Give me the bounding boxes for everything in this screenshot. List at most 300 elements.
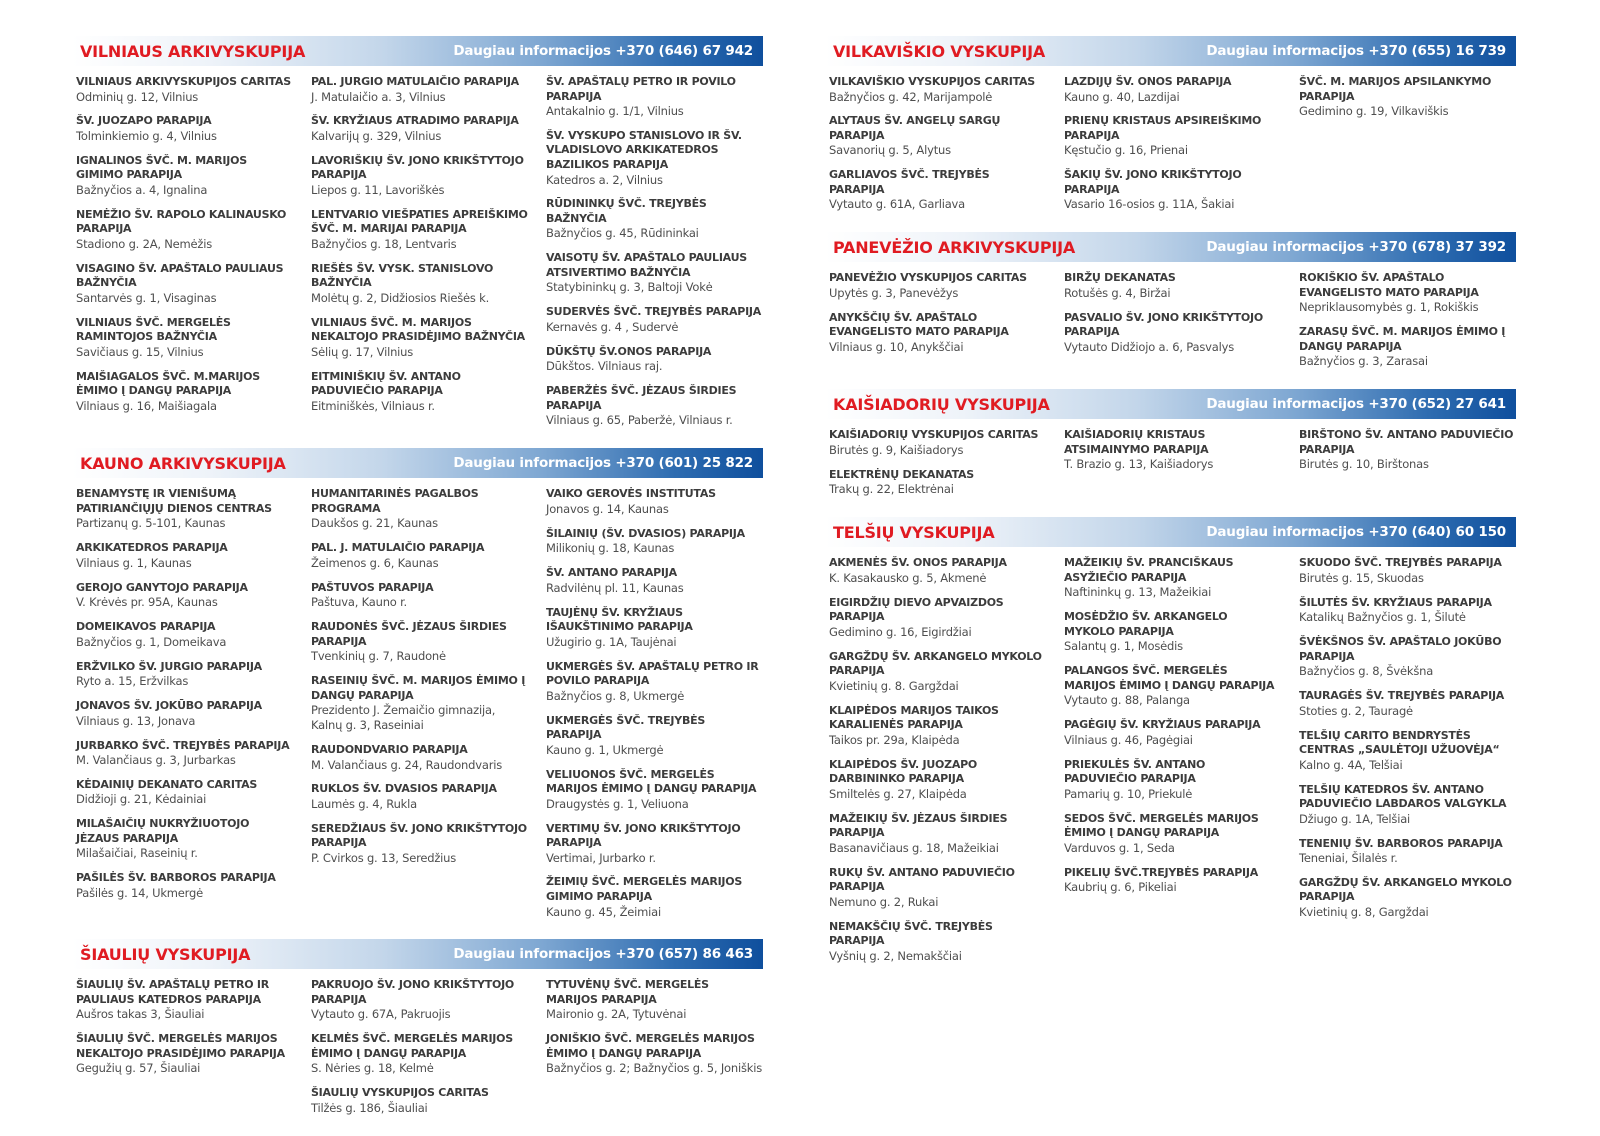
- parish-address: Vytauto g. 61A, Garliava: [829, 197, 966, 212]
- parish-entry: [1064, 610, 1281, 654]
- parish-entry: [546, 978, 763, 1022]
- parish-entry: [1064, 718, 1281, 747]
- section-header: [825, 389, 1516, 419]
- parish-name: PAL. JURGIO MATULAIČIO PARAPIJA: [311, 75, 519, 88]
- section-columns: [72, 66, 763, 438]
- parish-name: KLAIPĖDOS ŠV. JUOZAPO DARBININKO PARAPIJA: [829, 757, 978, 786]
- diocese-section: [825, 36, 1516, 222]
- parish-address: Kauno g. 45, Žeimiai: [546, 904, 661, 919]
- entry-column: [311, 978, 528, 1125]
- parish-name: MILAŠAIČIŲ NUKRYŽIUOTOJO JĖZAUS PARAPIJA: [76, 817, 250, 845]
- parish-entry: [546, 384, 763, 428]
- parish-entry: [546, 75, 763, 119]
- parish-entry: [1299, 75, 1516, 119]
- parish-address: Maironio g. 2A, Tytuvėnai: [546, 1007, 687, 1022]
- parish-name: UKMERGĖS ŠV. APAŠTALŲ PETRO IR POVILO PARAPIJA: [546, 659, 759, 688]
- parish-name: MAŽEIKIŲ ŠV. JĖZAUS ŠIRDIES PARAPIJA: [829, 811, 1008, 840]
- parish-name: PALANGOS ŠVČ. MERGELĖS MARIJOS ĖMIMO Į DANGŲ PARAPIJA: [1064, 664, 1275, 692]
- entry-column: [1064, 556, 1281, 973]
- parish-entry: [76, 114, 293, 143]
- parish-address: Vilniaus g. 10, Anykščiai: [829, 339, 964, 354]
- parish-name: EITMINIŠKIŲ ŠV. ANTANO PADUVIEČIO PARAPIJA: [311, 369, 461, 398]
- parish-name: BENAMYSTĘ IR VIENIŠUMĄ PATIRIANČIŲJŲ DIENOS CENTRAS: [76, 487, 272, 515]
- parish-entry: [1299, 876, 1516, 920]
- section-header: [825, 36, 1516, 66]
- parish-name: RUKLOS ŠV. DVASIOS PARAPIJA: [311, 782, 497, 796]
- entry-column: [829, 271, 1046, 379]
- parish-name: DOMEIKAVOS PARAPIJA: [76, 620, 216, 634]
- section-title: TELŠIŲ VYSKUPIJA: [833, 522, 995, 542]
- parish-address: Gegužių g. 57, Šiauliai: [76, 1061, 201, 1076]
- section-columns: [825, 262, 1516, 379]
- parish-entry: [1299, 837, 1516, 866]
- parish-name: DŪKŠTŲ ŠV.ONOS PARAPIJA: [546, 344, 712, 358]
- parish-address: K. Kasakausko g. 5, Akmenė: [829, 570, 987, 585]
- parish-entry: [1064, 812, 1281, 856]
- parish-name: SEREDŽIAUS ŠV. JONO KRIKŠTYTOJO PARAPIJA: [311, 821, 527, 850]
- parish-name: HUMANITARINĖS PAGALBOS PROGRAMA: [311, 487, 479, 515]
- section-info-phone: Daugiau informacijos +370 (657) 86 463: [453, 946, 753, 963]
- parish-entry: [311, 822, 528, 866]
- parish-address: J. Matulaičio a. 3, Vilnius: [311, 89, 446, 104]
- parish-address: Bažnyčios g. 3, Zarasai: [1299, 354, 1428, 369]
- parish-name: AKMENĖS ŠV. ONOS PARAPIJA: [829, 556, 1007, 570]
- parish-address: Bažnyčios g. 2; Bažnyčios g. 5, Joniškis: [546, 1061, 762, 1076]
- parish-address: Trakų g. 22, Elektrėnai: [829, 482, 954, 497]
- parish-entry: [76, 978, 293, 1022]
- parish-address: Laumės g. 4, Rukla: [311, 796, 417, 811]
- parish-name: RASEINIŲ ŠVČ. M. MARIJOS ĖMIMO Į DANGŲ PARAPIJA: [311, 674, 526, 702]
- parish-address: Kęstučio g. 16, Prienai: [1064, 143, 1188, 158]
- parish-address: Liepos g. 11, Lavoriškės: [311, 182, 445, 197]
- parish-address: Didžioji g. 21, Kėdainiai: [76, 792, 207, 807]
- parish-address: P. Cvirkos g. 13, Seredžius: [311, 850, 457, 865]
- diocese-section: [825, 232, 1516, 379]
- parish-entry: [311, 114, 528, 143]
- parish-address: Milašaičiai, Raseinių r.: [76, 846, 198, 861]
- entry-column: [829, 75, 1046, 222]
- parish-entry: [1299, 271, 1516, 315]
- parish-entry: [311, 262, 528, 306]
- section-title: KAIŠIADORIŲ VYSKUPIJA: [833, 394, 1050, 414]
- parish-entry: [546, 129, 763, 187]
- entry-column: [76, 978, 293, 1125]
- page-right: [825, 36, 1516, 1136]
- parish-name: SKUODO ŠVČ. TREJYBĖS PARAPIJA: [1299, 556, 1502, 570]
- parish-entry: [1299, 556, 1516, 585]
- parish-name: TELŠIŲ CARITO BENDRYSTĖS CENTRAS „SAULĖTOJI UŽUOVĖJA“: [1299, 728, 1500, 757]
- parish-address: Vertimai, Jurbarko r.: [546, 850, 656, 865]
- parish-name: MAŽEIKIŲ ŠV. PRANCIŠKAUS ASYŽIEČIO PARAPIJA: [1064, 556, 1234, 584]
- parish-address: Džiugo g. 1A, Telšiai: [1299, 811, 1411, 826]
- parish-name: ŠIAULIŲ ŠV. APAŠTALŲ PETRO IR PAULIAUS KATEDROS PARAPIJA: [76, 978, 269, 1006]
- parish-name: ŠV. JUOZAPO PARAPIJA: [76, 114, 212, 128]
- parish-name: SEDOS ŠVČ. MERGELĖS MARIJOS ĖMIMO Į DANGŲ PARAPIJA: [1064, 811, 1259, 840]
- parish-entry: [311, 154, 528, 198]
- parish-entry: [311, 743, 528, 772]
- parish-entry: [829, 556, 1046, 585]
- section-columns: [825, 547, 1516, 973]
- section-columns: [72, 478, 763, 929]
- parish-name: VAISOTŲ ŠV. APAŠTALO PAULIAUS ATSIVERTIMO BAŽNYČIA: [546, 251, 747, 279]
- parish-address: Jonavos g. 14, Kaunas: [546, 501, 669, 516]
- entry-column: [76, 487, 293, 929]
- section-title: VILKAVIŠKIO VYSKUPIJA: [833, 41, 1046, 61]
- parish-address: Salantų g. 1, Mosėdis: [1064, 639, 1183, 654]
- parish-address: Savanorių g. 5, Alytus: [829, 143, 951, 158]
- parish-entry: [829, 75, 1046, 104]
- parish-entry: [1064, 664, 1281, 708]
- parish-name: ŽEIMIŲ ŠVČ. MERGELĖS MARIJOS GIMIMO PARAPIJA: [546, 875, 743, 903]
- entry-column: [546, 75, 763, 438]
- parish-address: Smiltelės g. 27, Klaipėda: [829, 786, 967, 801]
- parish-address: S. Nėries g. 18, Kelmė: [311, 1061, 434, 1076]
- parish-entry: [546, 822, 763, 866]
- parish-name: RIEŠĖS ŠV. VYSK. STANISLOVO BAŽNYČIA: [311, 261, 494, 290]
- parish-name: PABERŽĖS ŠVČ. JĖZAUS ŠIRDIES PARAPIJA: [546, 384, 737, 412]
- parish-entry: [76, 1032, 293, 1076]
- parish-name: PAL. J. MATULAIČIO PARAPIJA: [311, 541, 485, 555]
- parish-address: Bažnyčios g. 8, Švėkšna: [1299, 664, 1434, 679]
- parish-entry: [546, 345, 763, 374]
- parish-entry: [829, 758, 1046, 802]
- parish-name: TENENIŲ ŠV. BARBOROS PARAPIJA: [1299, 836, 1503, 850]
- parish-entry: [1299, 325, 1516, 369]
- parish-name: KĖDAINIŲ DEKANATO CARITAS: [76, 777, 258, 791]
- parish-address: Bažnyčios g. 42, Marijampolė: [829, 89, 993, 104]
- parish-entry: [311, 978, 528, 1022]
- parish-address: Birutės g. 15, Skuodas: [1299, 570, 1424, 585]
- parish-address: Birutės g. 10, Birštonas: [1299, 457, 1429, 472]
- parish-entry: [829, 704, 1046, 748]
- entry-column: [829, 428, 1046, 507]
- parish-address: Tvenkinių g. 7, Raudonė: [311, 649, 446, 664]
- parish-name: ŠVČ. M. MARIJOS APSILANKYMO PARAPIJA: [1299, 75, 1492, 103]
- parish-address: Bažnyčios g. 1, Domeikava: [76, 634, 227, 649]
- section-info-phone: Daugiau informacijos +370 (655) 16 739: [1206, 43, 1506, 59]
- parish-entry: [311, 674, 528, 733]
- parish-address: Naftininkų g. 13, Mažeikiai: [1064, 585, 1212, 600]
- parish-entry: [76, 817, 293, 861]
- parish-entry: [311, 316, 528, 360]
- diocese-section: [72, 939, 763, 1125]
- parish-name: PIKELIŲ ŠVČ.TREJYBĖS PARAPIJA: [1064, 865, 1258, 879]
- parish-address: Vilniaus g. 65, Paberžė, Vilniaus r.: [546, 413, 733, 428]
- parish-entry: [829, 596, 1046, 640]
- parish-address: Kvietinių g. 8. Gargždai: [829, 678, 959, 693]
- parish-entry: [1299, 783, 1516, 827]
- parish-address: Bažnyčios a. 4, Ignalina: [76, 182, 208, 197]
- parish-address: Rotušės g. 4, Biržai: [1064, 285, 1171, 300]
- parish-entry: [1299, 729, 1516, 773]
- parish-name: VELIUONOS ŠVČ. MERGELĖS MARIJOS ĖMIMO Į DANGŲ PARAPIJA: [546, 767, 757, 796]
- parish-address: Vytauto Didžiojo a. 6, Pasvalys: [1064, 339, 1235, 354]
- section-info-phone: Daugiau informacijos +370 (646) 67 942: [453, 43, 753, 59]
- parish-entry: [1299, 596, 1516, 625]
- parish-entry: [76, 208, 293, 252]
- parish-name: VILNIAUS ŠVČ. M. MARIJOS NEKALTOJO PRASIDĖJIMO BAŽNYČIA: [311, 315, 525, 344]
- parish-name: EIGIRDŽIŲ DIEVO APVAIZDOS PARAPIJA: [829, 595, 1004, 624]
- section-title: ŠIAULIŲ VYSKUPIJA: [80, 944, 251, 964]
- parish-address: Draugystės g. 1, Veliuona: [546, 796, 689, 811]
- parish-name: GARGŽDŲ ŠV. ARKANGELO MYKOLO PARAPIJA: [1299, 875, 1512, 904]
- parish-entry: [311, 208, 528, 252]
- parish-entry: [546, 875, 763, 919]
- parish-name: SUDERVĖS ŠVČ. TREJYBĖS PARAPIJA: [546, 305, 762, 319]
- section-title: VILNIAUS ARKIVYSKUPIJA: [80, 41, 306, 61]
- parish-entry: [829, 468, 1046, 497]
- parish-name: RAUDONDVARIO PARAPIJA: [311, 743, 468, 757]
- parish-name: IGNALINOS ŠVČ. M. MARIJOS GIMIMO PARAPIJA: [76, 153, 247, 182]
- parish-address: M. Valančiaus g. 3, Jurbarkas: [76, 753, 236, 768]
- parish-entry: [546, 527, 763, 556]
- page-left: [72, 36, 763, 1136]
- entry-column: [76, 75, 293, 438]
- parish-entry: [311, 370, 528, 414]
- parish-entry: [829, 920, 1046, 964]
- parish-entry: [76, 75, 293, 104]
- section-title: KAUNO ARKIVYSKUPIJA: [80, 453, 286, 473]
- section-header: [72, 36, 763, 66]
- parish-name: ŠILAINIŲ (ŠV. DVASIOS) PARAPIJA: [546, 526, 745, 540]
- parish-address: Stoties g. 2, Tauragė: [1299, 703, 1413, 718]
- parish-name: RŪDININKŲ ŠVČ. TREJYBĖS BAŽNYČIA: [546, 197, 707, 225]
- parish-address: Kauno g. 40, Lazdijai: [1064, 89, 1180, 104]
- parish-name: ANYKŠČIŲ ŠV. APAŠTALO EVANGELISTO MATO PARAPIJA: [829, 310, 1009, 339]
- parish-address: Varduvos g. 1, Seda: [1064, 840, 1175, 855]
- parish-entry: [76, 154, 293, 198]
- parish-address: Pašilės g. 14, Ukmergė: [76, 885, 203, 900]
- parish-name: PAŠILĖS ŠV. BARBOROS PARAPIJA: [76, 871, 276, 885]
- parish-name: ROKIŠKIO ŠV. APAŠTALO EVANGELISTO MATO PARAPIJA: [1299, 271, 1479, 299]
- parish-address: Nepriklausomybės g. 1, Rokiškis: [1299, 300, 1479, 315]
- parish-entry: [1064, 428, 1281, 472]
- parish-address: Vytauto g. 67A, Pakruojis: [311, 1007, 451, 1022]
- parish-entry: [311, 620, 528, 664]
- parish-entry: [1299, 428, 1516, 472]
- parish-entry: [829, 866, 1046, 910]
- parish-address: T. Brazio g. 13, Kaišiadorys: [1064, 457, 1214, 472]
- parish-entry: [1064, 866, 1281, 895]
- parish-address: Molėtų g. 2, Didžiosios Riešės k.: [311, 290, 490, 305]
- parish-entry: [76, 541, 293, 570]
- parish-address: Vytauto g. 88, Palanga: [1064, 693, 1190, 708]
- parish-name: LENTVARIO VIEŠPATIES APREIŠKIMO ŠVČ. M. MARIJAI PARAPIJA: [311, 207, 528, 236]
- parish-name: VAIKO GEROVĖS INSTITUTAS: [546, 487, 716, 501]
- parish-address: Upytės g. 3, Panevėžys: [829, 285, 959, 300]
- parish-address: Vilniaus g. 1, Kaunas: [76, 555, 192, 570]
- parish-address: Bažnyčios g. 45, Rūdininkai: [546, 226, 699, 241]
- parish-entry: [311, 581, 528, 610]
- parish-name: RAUDONĖS ŠVČ. JĖZAUS ŠIRDIES PARAPIJA: [311, 620, 507, 648]
- parish-name: ZARASŲ ŠVČ. M. MARIJOS ĖMIMO Į DANGŲ PARAPIJA: [1299, 325, 1506, 353]
- parish-name: GEROJO GANYTOJO PARAPIJA: [76, 580, 248, 594]
- parish-name: BIRŠTONO ŠV. ANTANO PADUVIEČIO PARAPIJA: [1299, 428, 1514, 456]
- parish-address: Milikonių g. 18, Kaunas: [546, 541, 675, 556]
- parish-name: KLAIPĖDOS MARIJOS TAIKOS KARALIENĖS PARAPIJA: [829, 703, 999, 732]
- parish-address: Tolminkiemio g. 4, Vilnius: [76, 128, 217, 143]
- parish-name: ŠV. APAŠTALŲ PETRO IR POVILO PARAPIJA: [546, 75, 736, 103]
- parish-address: Statybininkų g. 3, Baltoji Vokė: [546, 280, 713, 295]
- parish-entry: [1299, 635, 1516, 679]
- diocese-section: [825, 517, 1516, 973]
- entry-column: [311, 75, 528, 438]
- parish-address: Kaubrių g. 6, Pikeliai: [1064, 880, 1177, 895]
- parish-name: TAURAGĖS ŠV. TREJYBĖS PARAPIJA: [1299, 689, 1505, 703]
- parish-address: Prezidento J. Žemaičio gimnazija, Kalnų g. 3, Raseiniai: [311, 703, 496, 733]
- entry-column: [311, 487, 528, 929]
- parish-entry: [311, 1086, 528, 1115]
- entry-column: [1299, 428, 1516, 507]
- parish-name: MOSĖDŽIO ŠV. ARKANGELO MYKOLO PARAPIJA: [1064, 610, 1228, 638]
- parish-name: MAIŠIAGALOS ŠVČ. M.MARIJOS ĖMIMO Į DANGŲ PARAPIJA: [76, 369, 260, 398]
- parish-address: Savičiaus g. 15, Vilnius: [76, 344, 204, 359]
- parish-name: KAIŠIADORIŲ VYSKUPIJOS CARITAS: [829, 428, 1039, 442]
- parish-name: GARLIAVOS ŠVČ. TREJYBĖS PARAPIJA: [829, 168, 990, 196]
- parish-name: PAŠTUVOS PARAPIJA: [311, 580, 434, 594]
- parish-address: Vilniaus g. 16, Maišiagala: [76, 398, 217, 413]
- parish-address: V. Krėvės pr. 95A, Kaunas: [76, 595, 218, 610]
- parish-address: Gedimino g. 16, Eigirdžiai: [829, 624, 972, 639]
- parish-address: Radvilėnų pl. 11, Kaunas: [546, 580, 684, 595]
- parish-address: Paštuva, Kauno r.: [311, 595, 408, 610]
- parish-address: Kalno g. 4A, Telšiai: [1299, 757, 1403, 772]
- entry-column: [1299, 556, 1516, 973]
- entry-column: [829, 556, 1046, 973]
- parish-entry: [546, 1032, 763, 1076]
- parish-entry: [76, 871, 293, 900]
- parish-address: Katalikų Bažnyčios g. 1, Šilutė: [1299, 610, 1466, 625]
- parish-entry: [311, 782, 528, 811]
- parish-address: Vasario 16-osios g. 11A, Šakiai: [1064, 197, 1235, 212]
- parish-address: Gedimino g. 19, Vilkaviškis: [1299, 104, 1449, 119]
- parish-entry: [1064, 758, 1281, 802]
- parish-name: ŠIAULIŲ ŠVČ. MERGELĖS MARIJOS NEKALTOJO PRASIDĖJIMO PARAPIJA: [76, 1032, 285, 1060]
- parish-entry: [546, 606, 763, 650]
- parish-name: KELMĖS ŠVČ. MERGELĖS MARIJOS ĖMIMO Į DANGŲ PARAPIJA: [311, 1032, 513, 1060]
- entry-column: [1064, 271, 1281, 379]
- section-header: [72, 939, 763, 969]
- parish-entry: [1064, 168, 1281, 212]
- parish-name: TELŠIŲ KATEDROS ŠV. ANTANO PADUVIEČIO LABDAROS VALGYKLA: [1299, 782, 1507, 811]
- section-header: [825, 232, 1516, 262]
- parish-name: ŠV. ANTANO PARAPIJA: [546, 566, 677, 580]
- parish-address: Daukšos g. 21, Kaunas: [311, 516, 438, 531]
- parish-address: Katedros a. 2, Vilnius: [546, 172, 663, 187]
- parish-name: GARGŽDŲ ŠV. ARKANGELO MYKOLO PARAPIJA: [829, 649, 1042, 678]
- parish-address: Partizanų g. 5-101, Kaunas: [76, 516, 226, 531]
- parish-name: ŠIAULIŲ VYSKUPIJOS CARITAS: [311, 1086, 489, 1100]
- parish-entry: [546, 487, 763, 516]
- parish-address: Nemuno g. 2, Rukai: [829, 894, 939, 909]
- parish-entry: [829, 650, 1046, 694]
- parish-address: Užugirio g. 1A, Taujėnai: [546, 634, 677, 649]
- parish-name: JONAVOS ŠV. JOKŪBO PARAPIJA: [76, 699, 262, 713]
- parish-entry: [1299, 689, 1516, 718]
- parish-entry: [546, 305, 763, 334]
- parish-name: VILNIAUS ARKIVYSKUPIJOS CARITAS: [76, 75, 291, 88]
- entry-column: [1299, 75, 1516, 222]
- parish-name: PAGĖGIŲ ŠV. KRYŽIAUS PARAPIJA: [1064, 718, 1261, 732]
- parish-entry: [546, 251, 763, 295]
- parish-entry: [76, 487, 293, 531]
- parish-name: ŠV. KRYŽIAUS ATRADIMO PARAPIJA: [311, 114, 519, 128]
- parish-address: Taikos pr. 29a, Klaipėda: [829, 732, 960, 747]
- section-info-phone: Daugiau informacijos +370 (678) 37 392: [1206, 239, 1506, 256]
- parish-address: Sėlių g. 17, Vilnius: [311, 344, 414, 359]
- parish-entry: [76, 370, 293, 414]
- parish-entry: [76, 739, 293, 768]
- parish-name: ELEKTRĖNŲ DEKANATAS: [829, 467, 974, 481]
- parish-address: Vyšnių g. 2, Nemakščiai: [829, 948, 962, 963]
- section-header: [825, 517, 1516, 547]
- parish-name: JONIŠKIO ŠVČ. MERGELĖS MARIJOS ĖMIMO Į DANGŲ PARAPIJA: [546, 1032, 755, 1060]
- section-header: [72, 448, 763, 478]
- parish-name: ŠILUTĖS ŠV. KRYŽIAUS PARAPIJA: [1299, 595, 1492, 609]
- entry-column: [546, 487, 763, 929]
- parish-entry: [546, 714, 763, 758]
- parish-entry: [829, 812, 1046, 856]
- parish-entry: [76, 660, 293, 689]
- parish-address: Birutės g. 9, Kaišiadorys: [829, 442, 964, 457]
- parish-entry: [76, 699, 293, 728]
- parish-name: LAVORIŠKIŲ ŠV. JONO KRIKŠTYTOJO PARAPIJA: [311, 153, 524, 182]
- parish-name: VILNIAUS ŠVČ. MERGELĖS RAMINTOJOS BAŽNYČIA: [76, 315, 231, 344]
- parish-name: NEMĖŽIO ŠV. RAPOLO KALINAUSKO PARAPIJA: [76, 207, 287, 236]
- parish-entry: [829, 271, 1046, 300]
- parish-name: UKMERGĖS ŠVČ. TREJYBĖS PARAPIJA: [546, 713, 706, 742]
- parish-name: LAZDIJŲ ŠV. ONOS PARAPIJA: [1064, 75, 1232, 88]
- section-info-phone: Daugiau informacijos +370 (640) 60 150: [1206, 524, 1506, 541]
- parish-entry: [1064, 556, 1281, 600]
- parish-name: RUKŲ ŠV. ANTANO PADUVIEČIO PARAPIJA: [829, 865, 1015, 894]
- parish-name: TAUJĖNŲ ŠV. KRYŽIAUS IŠAUKŠTINIMO PARAPIJA: [546, 605, 693, 634]
- entry-column: [546, 978, 763, 1125]
- parish-address: Vilniaus g. 13, Jonava: [76, 713, 196, 728]
- section-title: PANEVĖŽIO ARKIVYSKUPIJA: [833, 237, 1076, 257]
- parish-entry: [829, 114, 1046, 158]
- parish-address: Pamarių g. 10, Priekulė: [1064, 786, 1193, 801]
- parish-address: Kvietinių g. 8, Gargždai: [1299, 904, 1429, 919]
- parish-entry: [829, 311, 1046, 355]
- parish-name: PANEVĖŽIO VYSKUPIJOS CARITAS: [829, 271, 1027, 285]
- parish-name: VILKAVIŠKIO VYSKUPIJOS CARITAS: [829, 75, 1035, 88]
- parish-name: KAIŠIADORIŲ KRISTAUS ATSIMAINYMO PARAPIJA: [1064, 428, 1209, 456]
- parish-address: M. Valančiaus g. 24, Raudondvaris: [311, 757, 503, 772]
- parish-address: Stadiono g. 2A, Nemėžis: [76, 236, 213, 251]
- parish-name: VISAGINO ŠV. APAŠTALO PAULIAUS BAŽNYČIA: [76, 261, 284, 290]
- parish-entry: [1064, 271, 1281, 300]
- parish-address: Bažnyčios g. 18, Lentvaris: [311, 236, 457, 251]
- parish-entry: [76, 581, 293, 610]
- parish-name: VERTIMŲ ŠV. JONO KRIKŠTYTOJO PARAPIJA: [546, 821, 741, 850]
- parish-entry: [1064, 114, 1281, 158]
- section-info-phone: Daugiau informacijos +370 (601) 25 822: [453, 455, 753, 472]
- parish-entry: [311, 487, 528, 531]
- parish-entry: [1064, 311, 1281, 355]
- parish-name: PRIENŲ KRISTAUS APSIREIŠKIMO PARAPIJA: [1064, 114, 1262, 142]
- section-columns: [825, 419, 1516, 507]
- parish-address: Vilniaus g. 46, Pagėgiai: [1064, 732, 1193, 747]
- parish-address: Basanavičiaus g. 18, Mažeikiai: [829, 840, 999, 855]
- parish-entry: [829, 168, 1046, 212]
- parish-address: Bažnyčios g. 8, Ukmergė: [546, 688, 685, 703]
- parish-name: JURBARKO ŠVČ. TREJYBĖS PARAPIJA: [76, 738, 290, 752]
- parish-entry: [546, 768, 763, 812]
- parish-address: Aušros takas 3, Šiauliai: [76, 1007, 205, 1022]
- parish-name: BIRŽŲ DEKANATAS: [1064, 271, 1176, 285]
- entry-column: [1299, 271, 1516, 379]
